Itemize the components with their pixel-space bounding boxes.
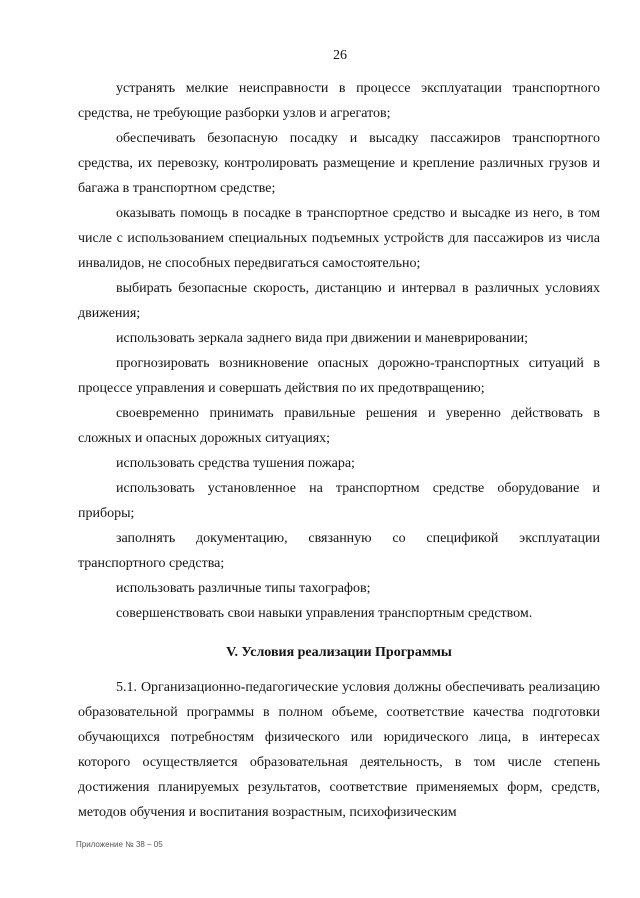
footer-note: Приложение № 38 – 05: [76, 840, 163, 849]
list-item: обеспечивать безопасную посадку и высадку пассажиров транспортного средства, их перевозку, контролировать размещение и крепление различных грузов и багажа в транспортном средстве;: [78, 131, 600, 196]
list-item: использовать зеркала заднего вида при движении и маневрировании;: [116, 331, 529, 346]
page-number: 26: [333, 48, 347, 63]
list-item: оказывать помощь в посадке в транспортное средство и высадке из него, в том числе с использованием специальных подъемных устройств для пассажиров из числа инвалидов, не способных передвигаться самостоятельно;: [78, 206, 600, 271]
list-item: использовать средства тушения пожара;: [116, 456, 355, 471]
list-item: использовать установленное на транспортном средстве оборудование и приборы;: [78, 481, 600, 521]
list-item: устранять мелкие неисправности в процессе эксплуатации транспортного средства, не требующие разборки узлов и агрегатов;: [78, 81, 600, 121]
document-body: [78, 76, 600, 825]
list-item: прогнозировать возникновение опасных дорожно-транспортных ситуаций в процессе управления и совершать действия по их предотвращению;: [78, 356, 600, 396]
list-item: выбирать безопасные скорость, дистанцию и интервал в различных условиях движения;: [78, 281, 600, 321]
list-item: совершенствовать свои навыки управления транспортным средством.: [116, 606, 533, 621]
list-item: своевременно принимать правильные решения и уверенно действовать в сложных и опасных дорожных ситуациях;: [78, 406, 600, 446]
section-paragraph: 5.1. Организационно-педагогические условия должны обеспечивать реализацию образовательной программы в полном объеме, соответствие качества подготовки обучающихся потребностям физического или юридического лица, в интересах которого осуществляется образовательная деятельность, в том числе степень достижения планируемых результатов, соответствие применяемых форм, средств, методов обучения и воспитания возрастным, психофизическим: [78, 680, 600, 820]
section-heading: V. Условия реализации Программы: [226, 645, 452, 660]
list-item: заполнять документацию, связанную со спецификой эксплуатации транспортного средства;: [78, 531, 600, 571]
list-item: использовать различные типы тахографов;: [116, 581, 371, 596]
